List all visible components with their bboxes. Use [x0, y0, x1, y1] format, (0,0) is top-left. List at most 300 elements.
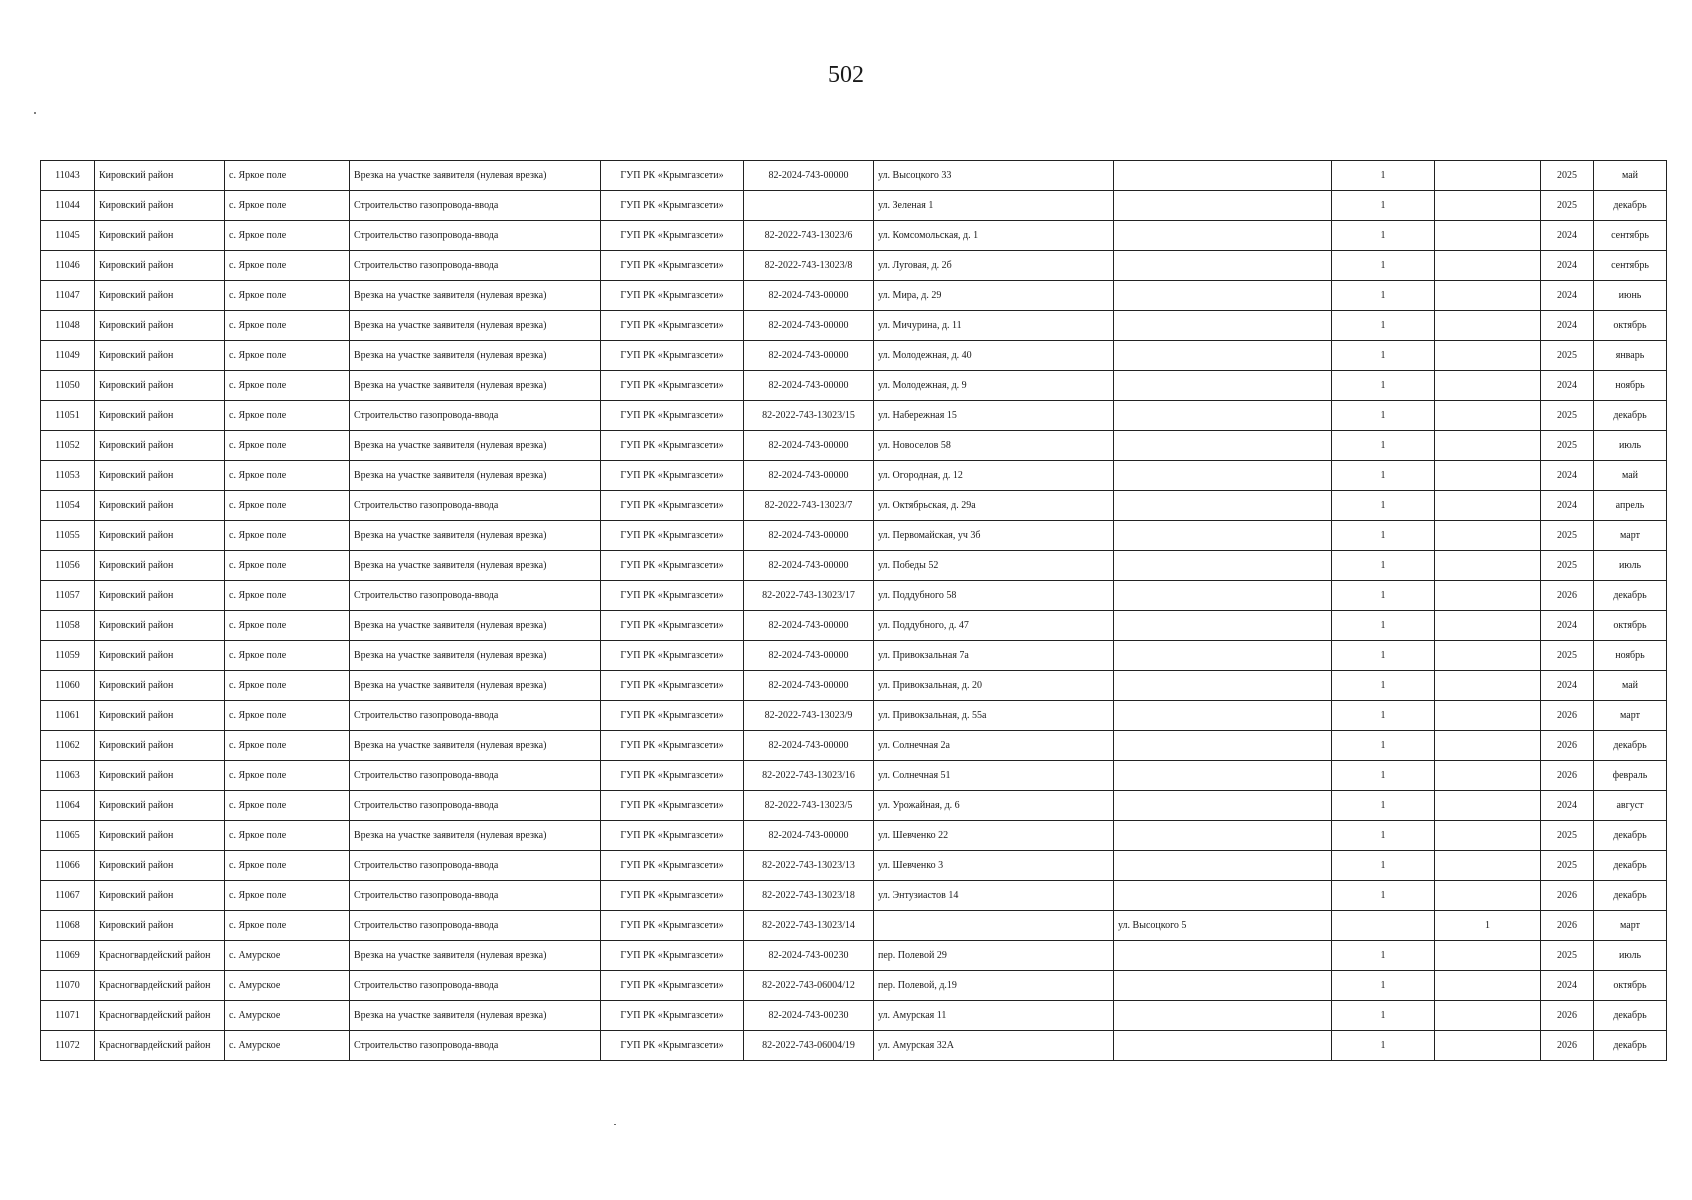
district-cell: Кировский район	[95, 161, 225, 191]
operator-cell: ГУП РК «Крымгазсети»	[601, 551, 744, 581]
quantity-cell: 1	[1332, 941, 1435, 971]
address-cell: ул. Амурская 32А	[874, 1031, 1114, 1061]
table-row	[41, 311, 1667, 341]
alt-quantity-cell	[1435, 731, 1541, 761]
work-type-cell: Врезка на участке заявителя (нулевая врезка)	[350, 461, 601, 491]
month-cell: июль	[1594, 431, 1667, 461]
quantity-cell: 1	[1332, 491, 1435, 521]
table-row	[41, 371, 1667, 401]
village-cell: с. Яркое поле	[225, 401, 350, 431]
year-cell: 2024	[1541, 371, 1594, 401]
district-cell: Кировский район	[95, 371, 225, 401]
row-number-cell: 11058	[41, 611, 95, 641]
program-code-cell: 82-2022-743-13023/13	[744, 851, 874, 881]
row-number-cell: 11059	[41, 641, 95, 671]
village-cell: с. Яркое поле	[225, 341, 350, 371]
month-cell: сентябрь	[1594, 221, 1667, 251]
year-cell: 2024	[1541, 491, 1594, 521]
program-code-cell: 82-2024-743-00000	[744, 281, 874, 311]
district-cell: Красногвардейский район	[95, 941, 225, 971]
operator-cell: ГУП РК «Крымгазсети»	[601, 821, 744, 851]
month-cell: май	[1594, 671, 1667, 701]
operator-cell: ГУП РК «Крымгазсети»	[601, 761, 744, 791]
address-cell: ул. Шевченко 22	[874, 821, 1114, 851]
program-code-cell: 82-2024-743-00000	[744, 671, 874, 701]
row-number-cell: 11069	[41, 941, 95, 971]
district-cell: Красногвардейский район	[95, 1001, 225, 1031]
table-row	[41, 671, 1667, 701]
work-type-cell: Строительство газопровода-ввода	[350, 701, 601, 731]
alt-address-cell	[1114, 191, 1332, 221]
district-cell: Кировский район	[95, 641, 225, 671]
district-cell: Кировский район	[95, 221, 225, 251]
operator-cell: ГУП РК «Крымгазсети»	[601, 221, 744, 251]
alt-quantity-cell	[1435, 401, 1541, 431]
year-cell: 2026	[1541, 911, 1594, 941]
alt-address-cell	[1114, 941, 1332, 971]
alt-address-cell	[1114, 761, 1332, 791]
program-code-cell: 82-2024-743-00000	[744, 611, 874, 641]
row-number-cell: 11043	[41, 161, 95, 191]
table-row	[41, 491, 1667, 521]
row-number-cell: 11054	[41, 491, 95, 521]
quantity-cell: 1	[1332, 371, 1435, 401]
row-number-cell: 11061	[41, 701, 95, 731]
year-cell: 2024	[1541, 461, 1594, 491]
alt-quantity-cell	[1435, 311, 1541, 341]
quantity-cell: 1	[1332, 791, 1435, 821]
year-cell: 2025	[1541, 641, 1594, 671]
alt-address-cell	[1114, 581, 1332, 611]
alt-quantity-cell	[1435, 161, 1541, 191]
alt-quantity-cell	[1435, 701, 1541, 731]
address-cell: ул. Энтузиастов 14	[874, 881, 1114, 911]
address-cell: ул. Мира, д. 29	[874, 281, 1114, 311]
village-cell: с. Яркое поле	[225, 251, 350, 281]
row-number-cell: 11065	[41, 821, 95, 851]
row-number-cell: 11063	[41, 761, 95, 791]
month-cell: декабрь	[1594, 1031, 1667, 1061]
alt-quantity-cell	[1435, 1001, 1541, 1031]
row-number-cell: 11049	[41, 341, 95, 371]
district-cell: Кировский район	[95, 791, 225, 821]
program-code-cell: 82-2022-743-13023/16	[744, 761, 874, 791]
village-cell: с. Яркое поле	[225, 761, 350, 791]
alt-quantity-cell	[1435, 431, 1541, 461]
quantity-cell: 1	[1332, 821, 1435, 851]
operator-cell: ГУП РК «Крымгазсети»	[601, 911, 744, 941]
row-number-cell: 11070	[41, 971, 95, 1001]
month-cell: февраль	[1594, 761, 1667, 791]
work-type-cell: Врезка на участке заявителя (нулевая врезка)	[350, 431, 601, 461]
month-cell: декабрь	[1594, 731, 1667, 761]
address-cell: ул. Шевченко 3	[874, 851, 1114, 881]
table-row	[41, 551, 1667, 581]
quantity-cell: 1	[1332, 431, 1435, 461]
month-cell: декабрь	[1594, 851, 1667, 881]
address-cell: ул. Высоцкого 33	[874, 161, 1114, 191]
address-cell: ул. Поддубного, д. 47	[874, 611, 1114, 641]
row-number-cell: 11071	[41, 1001, 95, 1031]
village-cell: с. Яркое поле	[225, 191, 350, 221]
table-row	[41, 1001, 1667, 1031]
address-cell: ул. Привокзальная 7а	[874, 641, 1114, 671]
year-cell: 2024	[1541, 311, 1594, 341]
quantity-cell: 1	[1332, 581, 1435, 611]
year-cell: 2025	[1541, 161, 1594, 191]
address-cell: ул. Новоселов 58	[874, 431, 1114, 461]
row-number-cell: 11053	[41, 461, 95, 491]
operator-cell: ГУП РК «Крымгазсети»	[601, 611, 744, 641]
month-cell: март	[1594, 911, 1667, 941]
address-cell: ул. Амурская 11	[874, 1001, 1114, 1031]
table-row	[41, 521, 1667, 551]
operator-cell: ГУП РК «Крымгазсети»	[601, 971, 744, 1001]
alt-quantity-cell	[1435, 671, 1541, 701]
operator-cell: ГУП РК «Крымгазсети»	[601, 701, 744, 731]
alt-address-cell	[1114, 341, 1332, 371]
month-cell: декабрь	[1594, 821, 1667, 851]
district-cell: Кировский район	[95, 611, 225, 641]
month-cell: май	[1594, 161, 1667, 191]
alt-address-cell	[1114, 161, 1332, 191]
address-cell: ул. Привокзальная, д. 55а	[874, 701, 1114, 731]
program-code-cell: 82-2024-743-00000	[744, 371, 874, 401]
month-cell: декабрь	[1594, 881, 1667, 911]
row-number-cell: 11060	[41, 671, 95, 701]
village-cell: с. Яркое поле	[225, 551, 350, 581]
operator-cell: ГУП РК «Крымгазсети»	[601, 671, 744, 701]
address-cell: пер. Полевой 29	[874, 941, 1114, 971]
month-cell: июль	[1594, 941, 1667, 971]
program-code-cell: 82-2024-743-00000	[744, 731, 874, 761]
program-code-cell: 82-2024-743-00000	[744, 521, 874, 551]
month-cell: декабрь	[1594, 581, 1667, 611]
alt-quantity-cell	[1435, 641, 1541, 671]
alt-address-cell	[1114, 851, 1332, 881]
row-number-cell: 11047	[41, 281, 95, 311]
work-type-cell: Строительство газопровода-ввода	[350, 761, 601, 791]
alt-address-cell	[1114, 671, 1332, 701]
district-cell: Кировский район	[95, 311, 225, 341]
quantity-cell	[1332, 911, 1435, 941]
alt-quantity-cell	[1435, 971, 1541, 1001]
year-cell: 2024	[1541, 671, 1594, 701]
address-cell: ул. Комсомольская, д. 1	[874, 221, 1114, 251]
alt-quantity-cell	[1435, 581, 1541, 611]
program-code-cell: 82-2022-743-13023/17	[744, 581, 874, 611]
village-cell: с. Амурское	[225, 971, 350, 1001]
year-cell: 2026	[1541, 1001, 1594, 1031]
program-code-cell: 82-2022-743-13023/15	[744, 401, 874, 431]
program-code-cell: 82-2024-743-00000	[744, 161, 874, 191]
month-cell: октябрь	[1594, 311, 1667, 341]
village-cell: с. Яркое поле	[225, 311, 350, 341]
alt-address-cell	[1114, 551, 1332, 581]
program-code-cell: 82-2024-743-00000	[744, 641, 874, 671]
alt-address-cell	[1114, 701, 1332, 731]
row-number-cell: 11046	[41, 251, 95, 281]
address-cell: ул. Луговая, д. 2б	[874, 251, 1114, 281]
alt-address-cell	[1114, 791, 1332, 821]
address-cell: ул. Набережная 15	[874, 401, 1114, 431]
operator-cell: ГУП РК «Крымгазсети»	[601, 1001, 744, 1031]
program-code-cell: 82-2022-743-06004/12	[744, 971, 874, 1001]
district-cell: Кировский район	[95, 731, 225, 761]
program-code-cell: 82-2022-743-13023/5	[744, 791, 874, 821]
quantity-cell: 1	[1332, 341, 1435, 371]
month-cell: январь	[1594, 341, 1667, 371]
operator-cell: ГУП РК «Крымгазсети»	[601, 161, 744, 191]
work-type-cell: Строительство газопровода-ввода	[350, 1031, 601, 1061]
month-cell: июль	[1594, 551, 1667, 581]
program-code-cell: 82-2024-743-00000	[744, 311, 874, 341]
year-cell: 2024	[1541, 251, 1594, 281]
program-code-cell: 82-2022-743-13023/8	[744, 251, 874, 281]
quantity-cell: 1	[1332, 311, 1435, 341]
work-type-cell: Врезка на участке заявителя (нулевая врезка)	[350, 821, 601, 851]
table-row	[41, 701, 1667, 731]
quantity-cell: 1	[1332, 551, 1435, 581]
address-cell: ул. Мичурина, д. 11	[874, 311, 1114, 341]
quantity-cell: 1	[1332, 191, 1435, 221]
month-cell: июнь	[1594, 281, 1667, 311]
program-code-cell: 82-2024-743-00000	[744, 821, 874, 851]
year-cell: 2026	[1541, 881, 1594, 911]
alt-quantity-cell	[1435, 1031, 1541, 1061]
alt-quantity-cell	[1435, 551, 1541, 581]
alt-address-cell	[1114, 371, 1332, 401]
program-code-cell: 82-2024-743-00230	[744, 1001, 874, 1031]
table-row	[41, 821, 1667, 851]
alt-address-cell	[1114, 641, 1332, 671]
work-type-cell: Врезка на участке заявителя (нулевая врезка)	[350, 371, 601, 401]
year-cell: 2025	[1541, 401, 1594, 431]
quantity-cell: 1	[1332, 251, 1435, 281]
table-row	[41, 641, 1667, 671]
work-type-cell: Строительство газопровода-ввода	[350, 971, 601, 1001]
program-code-cell: 82-2022-743-13023/14	[744, 911, 874, 941]
program-code-cell: 82-2024-743-00000	[744, 431, 874, 461]
year-cell: 2024	[1541, 281, 1594, 311]
address-cell: ул. Привокзальная, д. 20	[874, 671, 1114, 701]
program-code-cell: 82-2022-743-13023/6	[744, 221, 874, 251]
month-cell: ноябрь	[1594, 371, 1667, 401]
scan-speck	[614, 1124, 616, 1125]
district-cell: Кировский район	[95, 461, 225, 491]
row-number-cell: 11064	[41, 791, 95, 821]
row-number-cell: 11062	[41, 731, 95, 761]
work-type-cell: Строительство газопровода-ввода	[350, 221, 601, 251]
quantity-cell: 1	[1332, 1001, 1435, 1031]
operator-cell: ГУП РК «Крымгазсети»	[601, 281, 744, 311]
alt-quantity-cell	[1435, 611, 1541, 641]
address-cell: ул. Солнечная 51	[874, 761, 1114, 791]
village-cell: с. Яркое поле	[225, 641, 350, 671]
work-type-cell: Врезка на участке заявителя (нулевая врезка)	[350, 281, 601, 311]
alt-address-cell	[1114, 1031, 1332, 1061]
quantity-cell: 1	[1332, 611, 1435, 641]
page-number: 502	[828, 62, 864, 88]
district-cell: Красногвардейский район	[95, 971, 225, 1001]
address-cell: пер. Полевой, д.19	[874, 971, 1114, 1001]
work-type-cell: Строительство газопровода-ввода	[350, 251, 601, 281]
operator-cell: ГУП РК «Крымгазсети»	[601, 881, 744, 911]
program-code-cell: 82-2022-743-13023/7	[744, 491, 874, 521]
quantity-cell: 1	[1332, 881, 1435, 911]
quantity-cell: 1	[1332, 851, 1435, 881]
village-cell: с. Яркое поле	[225, 221, 350, 251]
alt-address-cell	[1114, 311, 1332, 341]
village-cell: с. Яркое поле	[225, 161, 350, 191]
alt-quantity-cell	[1435, 821, 1541, 851]
alt-address-cell	[1114, 431, 1332, 461]
village-cell: с. Яркое поле	[225, 671, 350, 701]
operator-cell: ГУП РК «Крымгазсети»	[601, 731, 744, 761]
month-cell: ноябрь	[1594, 641, 1667, 671]
alt-quantity-cell	[1435, 941, 1541, 971]
table-row	[41, 941, 1667, 971]
work-type-cell: Врезка на участке заявителя (нулевая врезка)	[350, 161, 601, 191]
quantity-cell: 1	[1332, 281, 1435, 311]
operator-cell: ГУП РК «Крымгазсети»	[601, 581, 744, 611]
alt-address-cell	[1114, 1001, 1332, 1031]
table-row	[41, 791, 1667, 821]
table-row	[41, 911, 1667, 941]
program-code-cell: 82-2024-743-00000	[744, 551, 874, 581]
village-cell: с. Яркое поле	[225, 431, 350, 461]
district-cell: Кировский район	[95, 551, 225, 581]
year-cell: 2026	[1541, 701, 1594, 731]
village-cell: с. Яркое поле	[225, 461, 350, 491]
row-number-cell: 11072	[41, 1031, 95, 1061]
year-cell: 2026	[1541, 581, 1594, 611]
operator-cell: ГУП РК «Крымгазсети»	[601, 431, 744, 461]
village-cell: с. Яркое поле	[225, 371, 350, 401]
alt-address-cell	[1114, 611, 1332, 641]
village-cell: с. Амурское	[225, 941, 350, 971]
year-cell: 2025	[1541, 431, 1594, 461]
month-cell: март	[1594, 701, 1667, 731]
program-code-cell: 82-2022-743-13023/9	[744, 701, 874, 731]
year-cell: 2025	[1541, 341, 1594, 371]
address-cell: ул. Первомайская, уч 3б	[874, 521, 1114, 551]
quantity-cell: 1	[1332, 161, 1435, 191]
village-cell: с. Яркое поле	[225, 521, 350, 551]
program-code-cell: 82-2022-743-06004/19	[744, 1031, 874, 1061]
work-type-cell: Строительство газопровода-ввода	[350, 911, 601, 941]
address-cell: ул. Победы 52	[874, 551, 1114, 581]
quantity-cell: 1	[1332, 671, 1435, 701]
year-cell: 2024	[1541, 221, 1594, 251]
table-row	[41, 851, 1667, 881]
village-cell: с. Яркое поле	[225, 821, 350, 851]
operator-cell: ГУП РК «Крымгазсети»	[601, 371, 744, 401]
quantity-cell: 1	[1332, 221, 1435, 251]
work-type-cell: Врезка на участке заявителя (нулевая врезка)	[350, 551, 601, 581]
operator-cell: ГУП РК «Крымгазсети»	[601, 521, 744, 551]
alt-quantity-cell	[1435, 191, 1541, 221]
operator-cell: ГУП РК «Крымгазсети»	[601, 461, 744, 491]
work-type-cell: Строительство газопровода-ввода	[350, 581, 601, 611]
month-cell: сентябрь	[1594, 251, 1667, 281]
district-cell: Кировский район	[95, 581, 225, 611]
village-cell: с. Яркое поле	[225, 881, 350, 911]
work-type-cell: Строительство газопровода-ввода	[350, 791, 601, 821]
district-cell: Кировский район	[95, 761, 225, 791]
work-type-cell: Врезка на участке заявителя (нулевая врезка)	[350, 641, 601, 671]
table-row	[41, 1031, 1667, 1061]
operator-cell: ГУП РК «Крымгазсети»	[601, 401, 744, 431]
table-row	[41, 161, 1667, 191]
program-code-cell: 82-2024-743-00000	[744, 461, 874, 491]
month-cell: октябрь	[1594, 971, 1667, 1001]
alt-address-cell	[1114, 401, 1332, 431]
table-row	[41, 341, 1667, 371]
table-row	[41, 431, 1667, 461]
row-number-cell: 11052	[41, 431, 95, 461]
table-row	[41, 581, 1667, 611]
alt-address-cell	[1114, 491, 1332, 521]
village-cell: с. Яркое поле	[225, 701, 350, 731]
alt-quantity-cell	[1435, 251, 1541, 281]
quantity-cell: 1	[1332, 701, 1435, 731]
quantity-cell: 1	[1332, 731, 1435, 761]
district-cell: Кировский район	[95, 851, 225, 881]
alt-quantity-cell	[1435, 371, 1541, 401]
work-type-cell: Строительство газопровода-ввода	[350, 851, 601, 881]
alt-quantity-cell	[1435, 791, 1541, 821]
alt-quantity-cell	[1435, 761, 1541, 791]
alt-address-cell	[1114, 821, 1332, 851]
row-number-cell: 11056	[41, 551, 95, 581]
work-type-cell: Строительство газопровода-ввода	[350, 191, 601, 221]
work-type-cell: Врезка на участке заявителя (нулевая врезка)	[350, 671, 601, 701]
month-cell: март	[1594, 521, 1667, 551]
operator-cell: ГУП РК «Крымгазсети»	[601, 1031, 744, 1061]
district-cell: Кировский район	[95, 191, 225, 221]
year-cell: 2026	[1541, 761, 1594, 791]
year-cell: 2025	[1541, 821, 1594, 851]
month-cell: май	[1594, 461, 1667, 491]
work-type-cell: Врезка на участке заявителя (нулевая врезка)	[350, 311, 601, 341]
work-type-cell: Врезка на участке заявителя (нулевая врезка)	[350, 1001, 601, 1031]
year-cell: 2025	[1541, 941, 1594, 971]
district-cell: Кировский район	[95, 401, 225, 431]
row-number-cell: 11067	[41, 881, 95, 911]
row-number-cell: 11044	[41, 191, 95, 221]
district-cell: Кировский район	[95, 251, 225, 281]
year-cell: 2026	[1541, 1031, 1594, 1061]
village-cell: с. Амурское	[225, 1001, 350, 1031]
alt-address-cell	[1114, 521, 1332, 551]
district-cell: Красногвардейский район	[95, 1031, 225, 1061]
alt-quantity-cell: 1	[1435, 911, 1541, 941]
alt-quantity-cell	[1435, 521, 1541, 551]
alt-address-cell	[1114, 881, 1332, 911]
district-cell: Кировский район	[95, 701, 225, 731]
work-type-cell: Врезка на участке заявителя (нулевая врезка)	[350, 521, 601, 551]
operator-cell: ГУП РК «Крымгазсети»	[601, 251, 744, 281]
year-cell: 2026	[1541, 731, 1594, 761]
table-row	[41, 881, 1667, 911]
address-cell: ул. Солнечная 2а	[874, 731, 1114, 761]
village-cell: с. Яркое поле	[225, 911, 350, 941]
table-row	[41, 401, 1667, 431]
program-code-cell: 82-2024-743-00230	[744, 941, 874, 971]
program-code-cell	[744, 191, 874, 221]
row-number-cell: 11066	[41, 851, 95, 881]
